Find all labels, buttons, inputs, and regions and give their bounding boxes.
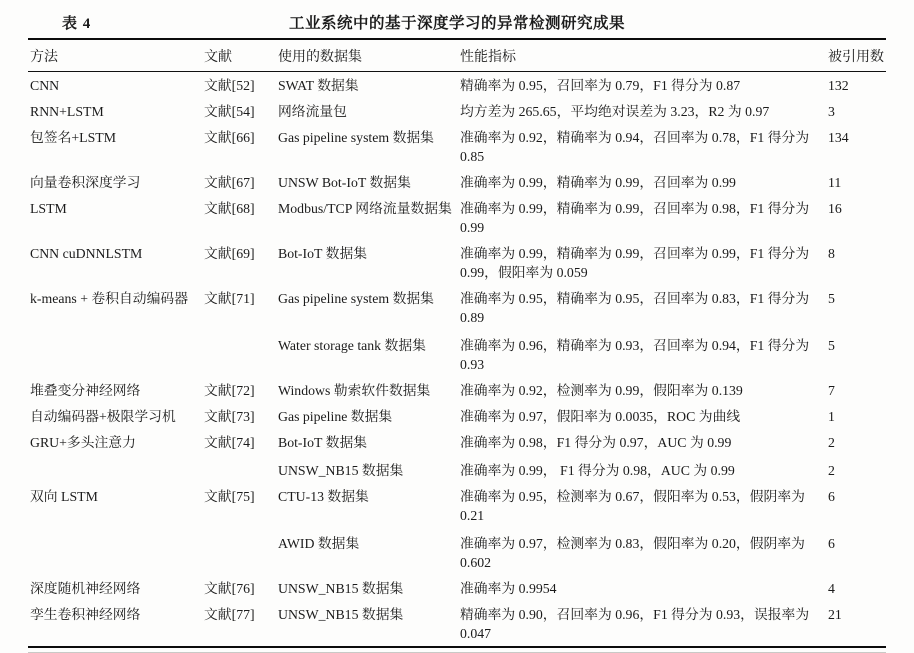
table-row	[28, 455, 886, 483]
metrics-cell: 准确率为 0.98，F1 得分为 0.97，AUC 为 0.99	[460, 435, 732, 450]
column-header-cited: 被引用数	[826, 39, 886, 72]
reference-cell	[202, 528, 276, 575]
table-row	[28, 72, 886, 99]
table-row	[28, 169, 886, 195]
citations-cell: 5	[828, 338, 835, 353]
method-cell: CNN	[30, 78, 60, 93]
dataset-cell: Bot-IoT 数据集	[278, 246, 368, 261]
reference-cell: 文献[71]	[204, 291, 255, 306]
reference-cell: 文献[67]	[204, 175, 255, 190]
method-cell	[28, 528, 202, 575]
reference-cell: 文献[73]	[204, 409, 255, 424]
dataset-cell: Water storage tank 数据集	[278, 338, 426, 353]
table-header	[28, 39, 886, 72]
table-row	[28, 483, 886, 528]
reference-cell: 文献[74]	[204, 435, 255, 450]
citations-cell: 8	[828, 246, 835, 261]
table-row	[28, 124, 886, 169]
metrics-cell: 精确率为 0.90，召回率为 0.96，F1 得分为 0.93，误报率为 0.047	[460, 607, 810, 641]
header-row	[28, 39, 886, 72]
citations-cell: 6	[828, 536, 835, 551]
reference-cell: 文献[69]	[204, 246, 255, 261]
metrics-cell: 准确率为 0.99，精确率为 0.99，召回率为 0.99	[460, 175, 736, 190]
table-label: 表 4	[62, 16, 92, 32]
metrics-cell: 准确率为 0.92，检测率为 0.99，假阳率为 0.139	[460, 383, 743, 398]
table-row	[28, 575, 886, 601]
reference-cell	[202, 455, 276, 483]
dataset-cell: UNSW_NB15 数据集	[278, 581, 404, 596]
method-cell: GRU+多头注意力	[30, 435, 136, 450]
method-cell: 深度随机神经网络	[30, 581, 141, 596]
citations-cell: 1	[828, 409, 835, 424]
method-cell: LSTM	[30, 201, 67, 216]
method-cell: CNN cuDNNLSTM	[30, 246, 143, 261]
metrics-cell: 准确率为 0.97，假阳率为 0.0035，ROC 为曲线	[460, 409, 741, 424]
dataset-cell: AWID 数据集	[278, 536, 360, 551]
metrics-cell: 准确率为 0.97，检测率为 0.83，假阳率为 0.20，假阴率为 0.602	[460, 536, 805, 570]
citations-cell: 21	[828, 607, 842, 622]
table-row	[28, 330, 886, 377]
metrics-cell: 均方差为 265.65，平均绝对误差为 3.23，R2 为 0.97	[460, 104, 770, 119]
metrics-cell: 准确率为 0.99，精确率为 0.99，召回率为 0.98，F1 得分为 0.99	[460, 201, 810, 235]
citations-cell: 6	[828, 489, 835, 504]
method-cell	[28, 330, 202, 377]
metrics-cell: 准确率为 0.95，检测率为 0.67，假阳率为 0.53，假阴率为 0.21	[460, 489, 805, 523]
dataset-cell: Gas pipeline 数据集	[278, 409, 393, 424]
dataset-cell: UNSW_NB15 数据集	[278, 463, 404, 478]
metrics-cell: 准确率为 0.96，精确率为 0.93，召回率为 0.94，F1 得分为 0.93	[460, 338, 810, 372]
table-title: 工业系统中的基于深度学习的异常检测研究成果	[288, 15, 625, 32]
dataset-cell: Windows 勒索软件数据集	[278, 383, 431, 398]
table-row	[28, 403, 886, 429]
reference-cell: 文献[72]	[204, 383, 255, 398]
dataset-cell: Modbus/TCP 网络流量数据集	[278, 201, 452, 216]
citations-cell: 11	[828, 175, 842, 190]
table-row	[28, 195, 886, 240]
citations-cell: 134	[828, 130, 849, 145]
metrics-cell: 准确率为 0.9954	[460, 581, 557, 596]
column-header-metrics: 性能指标	[458, 39, 826, 72]
dataset-cell: Bot-IoT 数据集	[278, 435, 368, 450]
metrics-cell: 精确率为 0.95，召回率为 0.79，F1 得分为 0.87	[460, 78, 741, 93]
table-caption	[28, 6, 886, 38]
column-header-reference: 文献	[202, 39, 276, 72]
method-cell: 包签名+LSTM	[30, 130, 116, 145]
table-row	[28, 240, 886, 285]
reference-cell: 文献[76]	[204, 581, 255, 596]
method-cell: 堆叠变分神经网络	[30, 383, 141, 398]
table-row	[28, 377, 886, 403]
table-row	[28, 528, 886, 575]
method-cell: 双向 LSTM	[30, 489, 98, 504]
method-cell: 自动编码器+极限学习机	[30, 409, 176, 424]
metrics-cell: 准确率为 0.95，精确率为 0.95，召回率为 0.83，F1 得分为 0.89	[460, 291, 810, 325]
reference-cell: 文献[68]	[204, 201, 255, 216]
dataset-cell: UNSW Bot-IoT 数据集	[278, 175, 411, 190]
dataset-cell: Gas pipeline system 数据集	[278, 130, 434, 145]
citations-cell: 16	[828, 201, 842, 216]
citations-cell: 5	[828, 291, 835, 306]
column-header-dataset: 使用的数据集	[276, 39, 458, 72]
reference-cell: 文献[52]	[204, 78, 255, 93]
citations-cell: 2	[828, 435, 835, 450]
reference-cell	[202, 330, 276, 377]
citations-cell: 132	[828, 78, 849, 93]
table-row	[28, 601, 886, 647]
metrics-cell: 准确率为 0.92，精确率为 0.94，召回率为 0.78，F1 得分为 0.85	[460, 130, 810, 164]
metrics-cell: 准确率为 0.99，精确率为 0.99，召回率为 0.99，F1 得分为 0.99，假阳率为 0.059	[460, 246, 810, 280]
method-cell	[28, 455, 202, 483]
results-table	[28, 38, 886, 648]
method-cell: k-means + 卷积自动编码器	[30, 291, 188, 306]
column-header-method: 方法	[28, 39, 202, 72]
table-row	[28, 429, 886, 455]
reference-cell: 文献[77]	[204, 607, 255, 622]
dataset-cell: SWAT 数据集	[278, 78, 359, 93]
dataset-cell: Gas pipeline system 数据集	[278, 291, 434, 306]
table-row	[28, 285, 886, 330]
reference-cell: 文献[54]	[204, 104, 255, 119]
reference-cell: 文献[75]	[204, 489, 255, 504]
metrics-cell: 准确率为 0.99， F1 得分为 0.98，AUC 为 0.99	[460, 463, 735, 478]
reference-cell: 文献[66]	[204, 130, 255, 145]
citations-cell: 2	[828, 463, 835, 478]
citations-cell: 7	[828, 383, 835, 398]
dataset-cell: UNSW_NB15 数据集	[278, 607, 404, 622]
table-body	[28, 72, 886, 648]
dataset-cell: 网络流量包	[278, 104, 347, 119]
citations-cell: 4	[828, 581, 835, 596]
table-row	[28, 98, 886, 124]
method-cell: RNN+LSTM	[30, 104, 104, 119]
method-cell: 向量卷积深度学习	[30, 175, 141, 190]
dataset-cell: CTU-13 数据集	[278, 489, 369, 504]
citations-cell: 3	[828, 104, 835, 119]
method-cell: 孪生卷积神经网络	[30, 607, 141, 622]
